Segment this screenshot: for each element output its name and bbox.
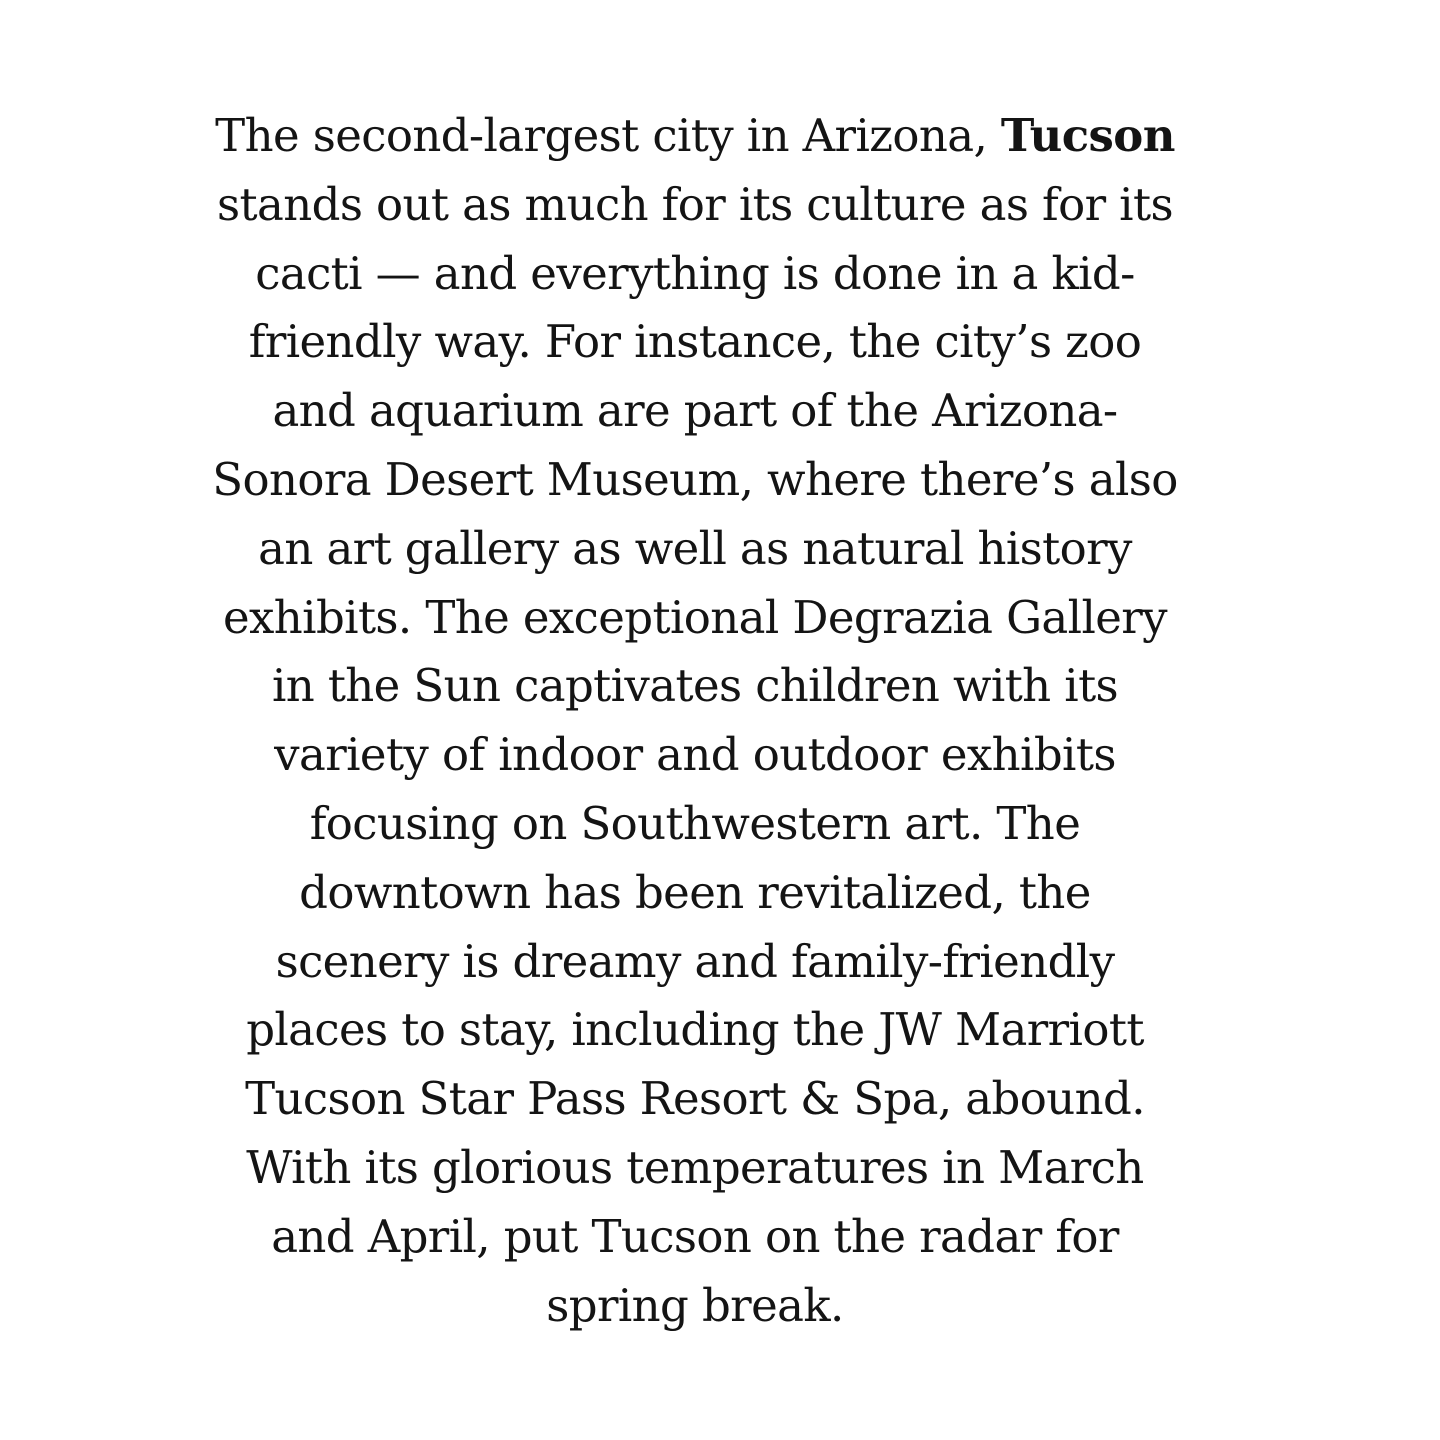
paragraph-line: and aquarium are part of the Arizona- bbox=[272, 384, 1118, 438]
paragraph-line-lead: The second-largest city in Arizona, bbox=[215, 109, 1001, 162]
paragraph-line: Tucson Star Pass Resort & Spa, abound. bbox=[245, 1072, 1145, 1126]
paragraph-line: friendly way. For instance, the city’s zoo bbox=[248, 315, 1142, 369]
paragraph-line: Sonora Desert Museum, where there’s also bbox=[212, 452, 1178, 506]
paragraph-line bbox=[200, 102, 1190, 171]
paragraph-line: and April, put Tucson on the radar for bbox=[271, 1209, 1119, 1263]
city-name-bold: Tucson bbox=[1000, 109, 1175, 162]
paragraph-line: cacti — and everything is done in a kid- bbox=[255, 246, 1135, 300]
paragraph-line: scenery is dreamy and family-friendly bbox=[275, 934, 1115, 988]
paragraph-line: exhibits. The exceptional Degrazia Gallery bbox=[222, 590, 1168, 644]
paragraph-line: focusing on Southwestern art. The bbox=[309, 796, 1081, 850]
paragraph-line: variety of indoor and outdoor exhibits bbox=[274, 728, 1116, 782]
paragraph-line: spring break. bbox=[546, 1278, 844, 1332]
paragraph-line: With its glorious temperatures in March bbox=[246, 1140, 1144, 1194]
paragraph-line: places to stay, including the JW Marriott bbox=[246, 1003, 1144, 1057]
paragraph-line: downtown has been revitalized, the bbox=[299, 865, 1091, 919]
paragraph-line: in the Sun captivates children with its bbox=[271, 659, 1119, 713]
paragraph-line: stands out as much for its culture as for its bbox=[217, 177, 1173, 231]
paragraph-line: an art gallery as well as natural history bbox=[258, 521, 1132, 575]
article-paragraph bbox=[200, 102, 1190, 1340]
